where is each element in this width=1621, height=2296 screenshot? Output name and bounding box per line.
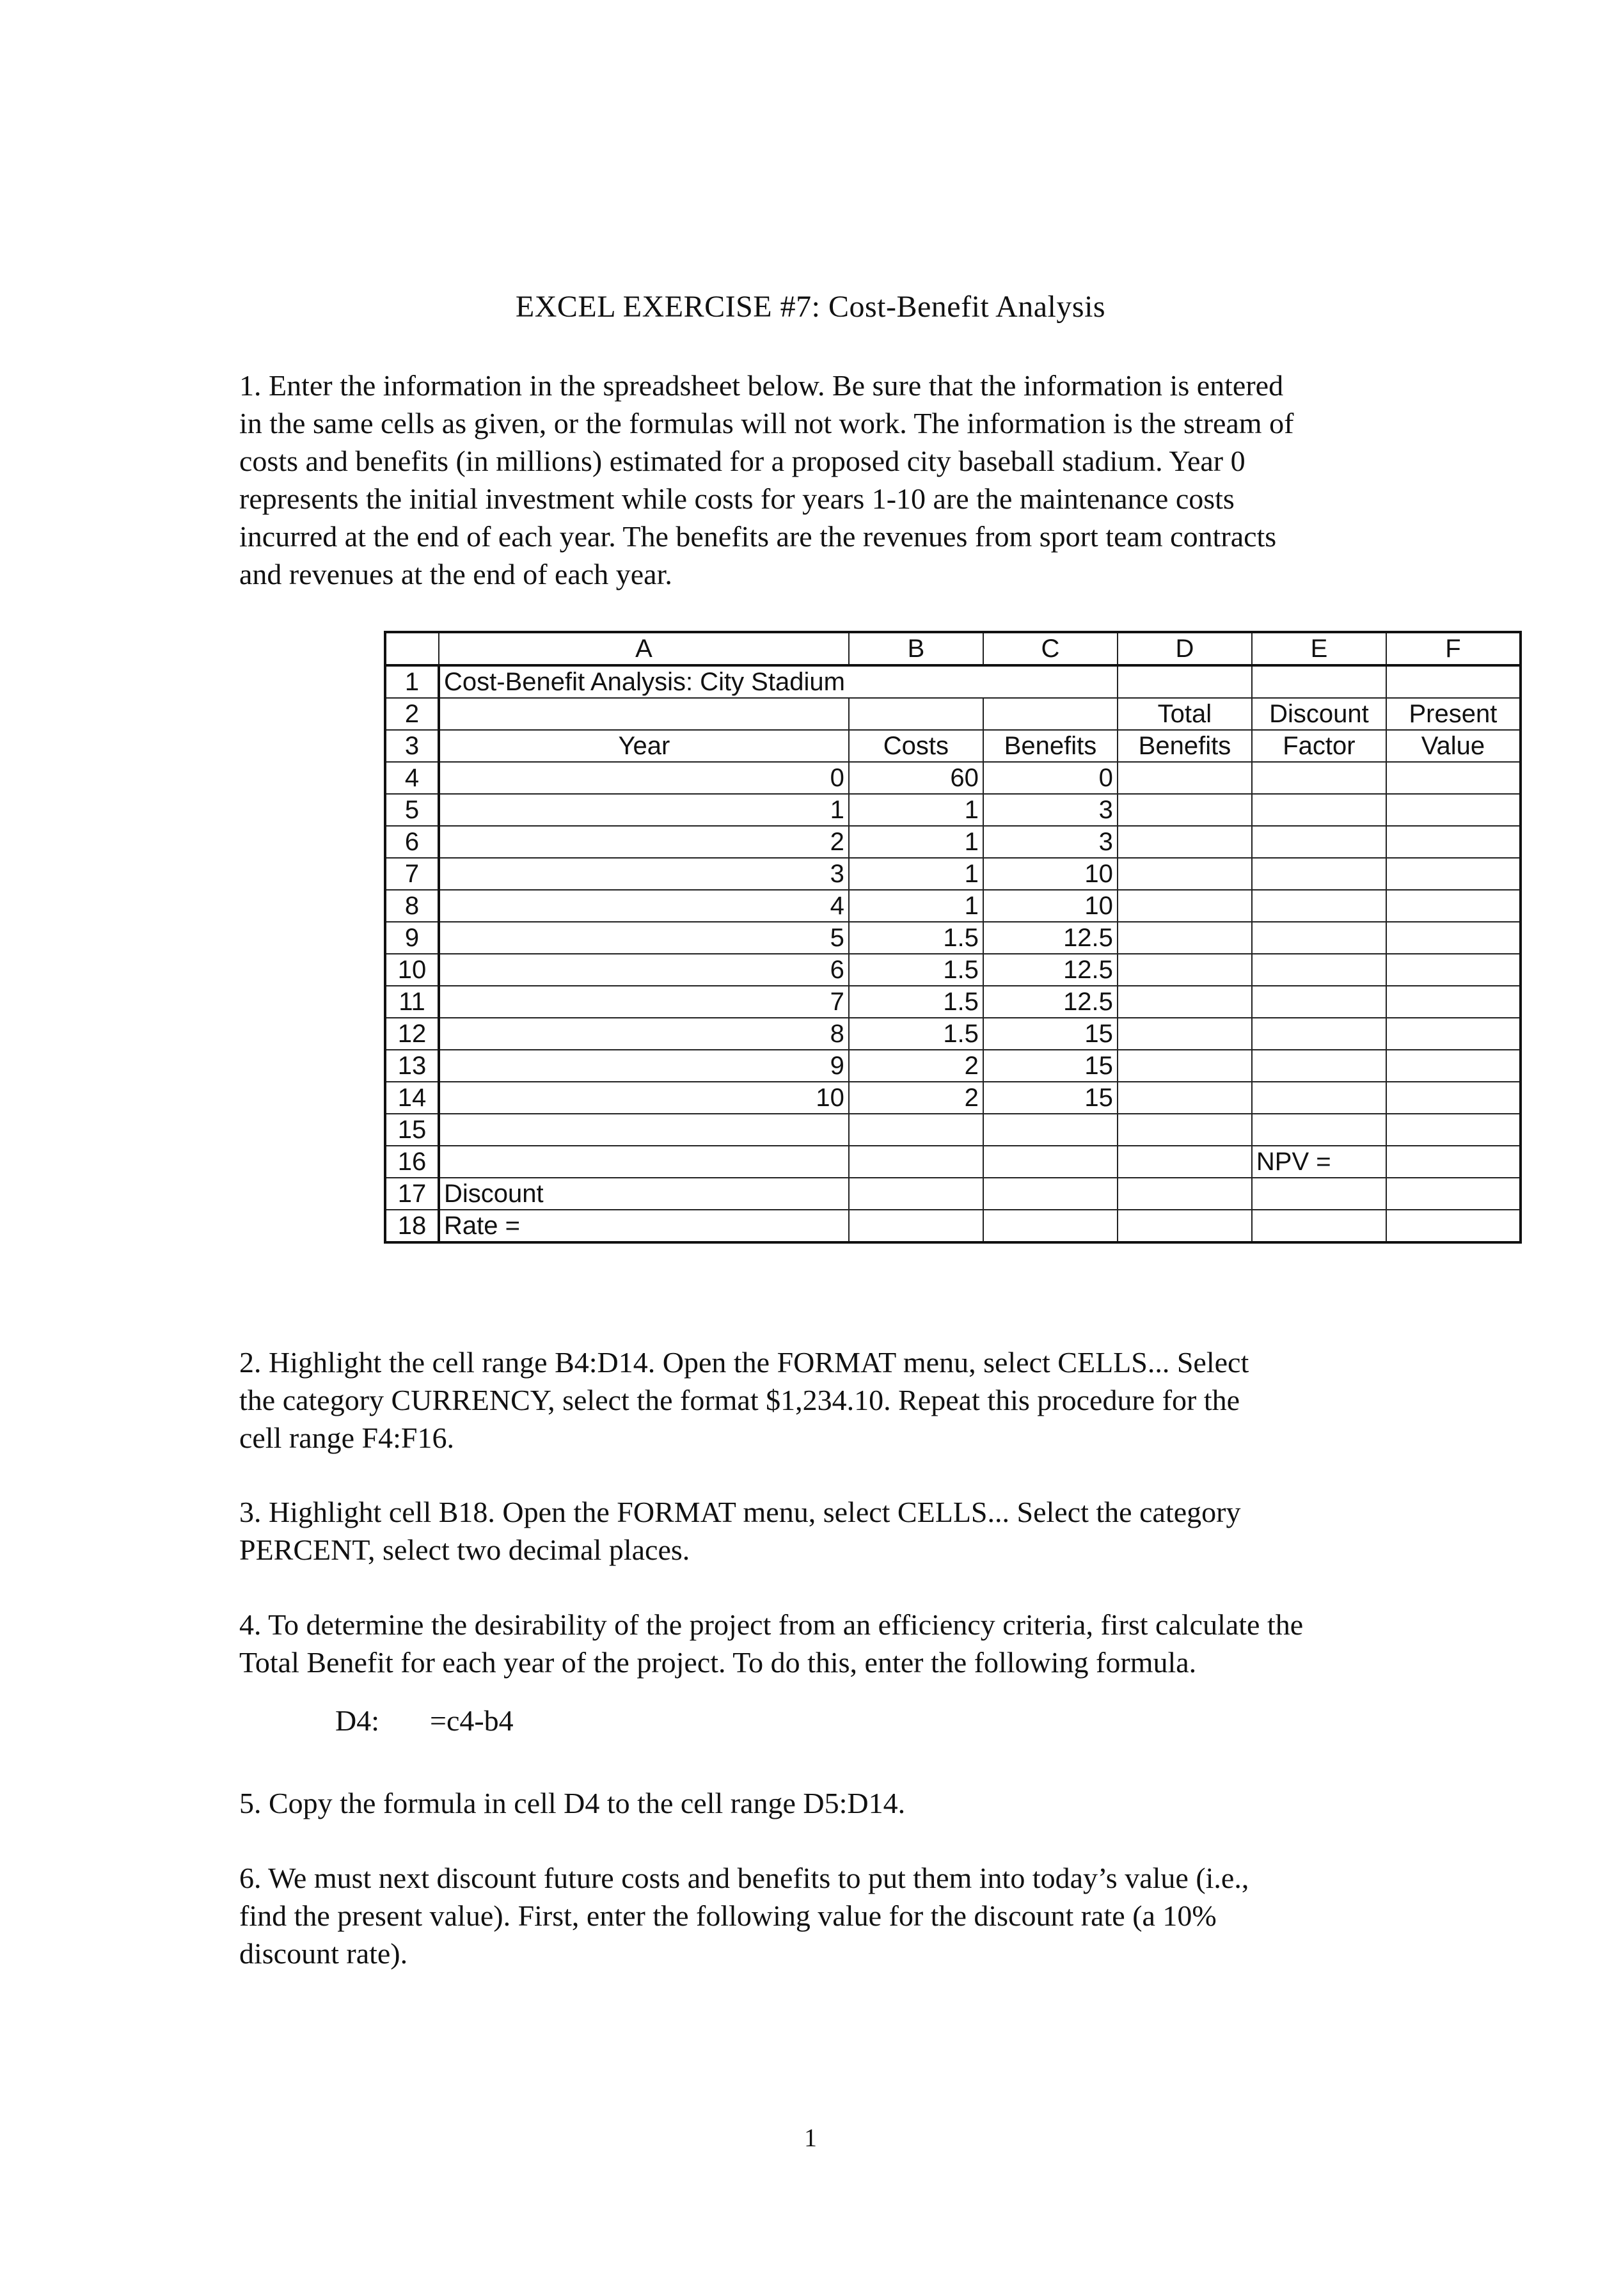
header-cell-present: Present bbox=[1386, 698, 1521, 730]
corner-cell bbox=[385, 632, 439, 665]
cell bbox=[1118, 1114, 1252, 1146]
sheet-row-13 bbox=[385, 1050, 1521, 1082]
paragraph-line: PERCENT, select two decimal places. bbox=[239, 1533, 690, 1566]
header-cell-factor: Factor bbox=[1252, 730, 1386, 762]
discount-factor-cell bbox=[1252, 986, 1386, 1018]
discount-factor-cell bbox=[1252, 1018, 1386, 1050]
year-cell: 3 bbox=[439, 858, 849, 890]
cost-cell: 1 bbox=[849, 794, 983, 826]
total-benefit-cell bbox=[1118, 954, 1252, 986]
sheet-row-5 bbox=[385, 794, 1521, 826]
cell bbox=[1252, 1114, 1386, 1146]
present-value-cell bbox=[1386, 762, 1521, 794]
present-value-cell bbox=[1386, 826, 1521, 858]
cell bbox=[983, 1146, 1118, 1178]
cell bbox=[983, 665, 1118, 698]
row-number: 18 bbox=[385, 1210, 439, 1242]
discount-factor-cell bbox=[1252, 954, 1386, 986]
total-benefit-cell bbox=[1118, 858, 1252, 890]
row-number: 9 bbox=[385, 922, 439, 954]
instruction-paragraph-2 bbox=[239, 1343, 1391, 1457]
benefit-cell: 15 bbox=[983, 1050, 1118, 1082]
year-cell: 1 bbox=[439, 794, 849, 826]
exercise-title: EXCEL EXERCISE #7: Cost-Benefit Analysis bbox=[515, 290, 1106, 324]
discount-label-cell: Discount bbox=[439, 1178, 849, 1210]
discount-factor-cell bbox=[1252, 762, 1386, 794]
column-header-b: B bbox=[849, 632, 983, 665]
benefit-cell: 3 bbox=[983, 794, 1118, 826]
total-benefit-cell bbox=[1118, 1050, 1252, 1082]
year-cell: 0 bbox=[439, 762, 849, 794]
row-number: 3 bbox=[385, 730, 439, 762]
cell bbox=[1386, 1114, 1521, 1146]
cell bbox=[983, 698, 1118, 730]
discount-factor-cell bbox=[1252, 1050, 1386, 1082]
discount-factor-cell bbox=[1252, 1082, 1386, 1114]
sheet-row-9 bbox=[385, 922, 1521, 954]
present-value-cell bbox=[1386, 890, 1521, 922]
npv-value-cell bbox=[1386, 1146, 1521, 1178]
year-cell: 5 bbox=[439, 922, 849, 954]
total-benefit-cell bbox=[1118, 794, 1252, 826]
paragraph-line: incurred at the end of each year. The benefits are the revenues from sport team contracts bbox=[239, 520, 1277, 553]
paragraph-line: 3. Highlight cell B18. Open the FORMAT menu, select CELLS... Select the category bbox=[239, 1496, 1241, 1528]
year-cell: 7 bbox=[439, 986, 849, 1018]
year-cell: 9 bbox=[439, 1050, 849, 1082]
row-number: 16 bbox=[385, 1146, 439, 1178]
present-value-cell bbox=[1386, 1018, 1521, 1050]
header-cell-value: Value bbox=[1386, 730, 1521, 762]
instruction-paragraph-5 bbox=[239, 1784, 1391, 1822]
sheet-row-10 bbox=[385, 954, 1521, 986]
sheet-row-11 bbox=[385, 986, 1521, 1018]
sheet-row-16 bbox=[385, 1146, 1521, 1178]
row-number: 6 bbox=[385, 826, 439, 858]
row-number: 11 bbox=[385, 986, 439, 1018]
cell bbox=[849, 698, 983, 730]
header-cell-total: Total bbox=[1118, 698, 1252, 730]
cell bbox=[983, 1114, 1118, 1146]
cost-cell: 1 bbox=[849, 890, 983, 922]
row-number: 13 bbox=[385, 1050, 439, 1082]
sheet-row-4 bbox=[385, 762, 1521, 794]
row-number: 4 bbox=[385, 762, 439, 794]
cost-cell: 1.5 bbox=[849, 986, 983, 1018]
npv-label-cell: NPV = bbox=[1252, 1146, 1386, 1178]
column-header-c: C bbox=[983, 632, 1118, 665]
rate-label-cell: Rate = bbox=[439, 1210, 849, 1242]
cell bbox=[1252, 1210, 1386, 1242]
present-value-cell bbox=[1386, 858, 1521, 890]
paragraph-line: cell range F4:F16. bbox=[239, 1421, 454, 1454]
header-cell-discount: Discount bbox=[1252, 698, 1386, 730]
benefit-cell: 15 bbox=[983, 1018, 1118, 1050]
benefit-cell: 3 bbox=[983, 826, 1118, 858]
formula-example bbox=[335, 1704, 514, 1738]
benefit-cell: 12.5 bbox=[983, 986, 1118, 1018]
benefit-cell: 0 bbox=[983, 762, 1118, 794]
paragraph-line: 1. Enter the information in the spreadsheet below. Be sure that the information is entered bbox=[239, 369, 1284, 402]
sheet-row-8 bbox=[385, 890, 1521, 922]
sheet-row-17 bbox=[385, 1178, 1521, 1210]
benefit-cell: 10 bbox=[983, 890, 1118, 922]
present-value-cell bbox=[1386, 794, 1521, 826]
formula-text: =c4-b4 bbox=[430, 1704, 514, 1737]
row-number: 15 bbox=[385, 1114, 439, 1146]
cost-cell: 2 bbox=[849, 1082, 983, 1114]
column-header-row bbox=[385, 632, 1521, 665]
cost-cell: 1.5 bbox=[849, 954, 983, 986]
row-number: 1 bbox=[385, 665, 439, 698]
sheet-row-14 bbox=[385, 1082, 1521, 1114]
benefit-cell: 10 bbox=[983, 858, 1118, 890]
page-number: 1 bbox=[804, 2123, 817, 2152]
total-benefit-cell bbox=[1118, 826, 1252, 858]
row-number: 14 bbox=[385, 1082, 439, 1114]
cost-cell: 60 bbox=[849, 762, 983, 794]
sheet-row-18 bbox=[385, 1210, 1521, 1242]
paragraph-line: 4. To determine the desirability of the project from an efficiency criteria, first calculate the bbox=[239, 1608, 1304, 1641]
cell bbox=[1252, 665, 1386, 698]
cell bbox=[439, 1114, 849, 1146]
instruction-paragraph-6 bbox=[239, 1859, 1391, 1972]
cell bbox=[1118, 1210, 1252, 1242]
sheet-row-15 bbox=[385, 1114, 1521, 1146]
instruction-paragraph-3 bbox=[239, 1493, 1391, 1569]
row-number: 5 bbox=[385, 794, 439, 826]
row-number: 17 bbox=[385, 1178, 439, 1210]
cell bbox=[849, 665, 983, 698]
cost-cell: 1 bbox=[849, 858, 983, 890]
paragraph-line: 2. Highlight the cell range B4:D14. Open the FORMAT menu, select CELLS... Select bbox=[239, 1346, 1249, 1379]
cell bbox=[849, 1146, 983, 1178]
cell bbox=[1252, 1178, 1386, 1210]
paragraph-line: Total Benefit for each year of the project. To do this, enter the following formula. bbox=[239, 1646, 1197, 1679]
discount-factor-cell bbox=[1252, 922, 1386, 954]
sheet-row-2 bbox=[385, 698, 1521, 730]
year-cell: 6 bbox=[439, 954, 849, 986]
cell bbox=[849, 1114, 983, 1146]
present-value-cell bbox=[1386, 954, 1521, 986]
year-cell: 8 bbox=[439, 1018, 849, 1050]
spreadsheet-table bbox=[384, 631, 1522, 1244]
cell bbox=[1118, 665, 1252, 698]
cost-cell: 2 bbox=[849, 1050, 983, 1082]
paragraph-line: find the present value). First, enter the following value for the discount rate (a 10% bbox=[239, 1899, 1217, 1932]
cell bbox=[1386, 665, 1521, 698]
discount-factor-cell bbox=[1252, 890, 1386, 922]
instruction-paragraph-4 bbox=[239, 1606, 1391, 1681]
cell bbox=[1386, 1178, 1521, 1210]
cost-cell: 1.5 bbox=[849, 922, 983, 954]
sheet-row-3 bbox=[385, 730, 1521, 762]
cell bbox=[983, 1178, 1118, 1210]
present-value-cell bbox=[1386, 1082, 1521, 1114]
formula-cell-ref: D4: bbox=[335, 1704, 379, 1737]
title-cell: Cost-Benefit Analysis: City Stadium bbox=[439, 665, 849, 698]
row-number: 8 bbox=[385, 890, 439, 922]
cell bbox=[1386, 1210, 1521, 1242]
row-number: 7 bbox=[385, 858, 439, 890]
instruction-paragraph-1 bbox=[239, 367, 1391, 593]
header-cell-year: Year bbox=[439, 730, 849, 762]
paragraph-line: the category CURRENCY, select the format $1,234.10. Repeat this procedure for the bbox=[239, 1384, 1240, 1416]
discount-factor-cell bbox=[1252, 826, 1386, 858]
cell bbox=[1118, 1146, 1252, 1178]
benefit-cell: 15 bbox=[983, 1082, 1118, 1114]
total-benefit-cell bbox=[1118, 1018, 1252, 1050]
discount-rate-cell bbox=[849, 1210, 983, 1242]
column-header-d: D bbox=[1118, 632, 1252, 665]
year-cell: 2 bbox=[439, 826, 849, 858]
paragraph-line: in the same cells as given, or the formulas will not work. The information is the stream of bbox=[239, 407, 1294, 439]
year-cell: 10 bbox=[439, 1082, 849, 1114]
benefit-cell: 12.5 bbox=[983, 954, 1118, 986]
discount-factor-cell bbox=[1252, 794, 1386, 826]
present-value-cell bbox=[1386, 1050, 1521, 1082]
paragraph-line: represents the initial investment while costs for years 1-10 are the maintenance costs bbox=[239, 482, 1235, 515]
present-value-cell bbox=[1386, 986, 1521, 1018]
header-cell-benefits: Benefits bbox=[983, 730, 1118, 762]
header-cell-costs: Costs bbox=[849, 730, 983, 762]
paragraph-line: and revenues at the end of each year. bbox=[239, 558, 672, 590]
column-header-e: E bbox=[1252, 632, 1386, 665]
row-number: 10 bbox=[385, 954, 439, 986]
paragraph-line: 5. Copy the formula in cell D4 to the cell range D5:D14. bbox=[239, 1787, 906, 1819]
total-benefit-cell bbox=[1118, 890, 1252, 922]
column-header-f: F bbox=[1386, 632, 1521, 665]
paragraph-line: 6. We must next discount future costs and benefits to put them into today’s value (i.e., bbox=[239, 1862, 1249, 1894]
cost-cell: 1.5 bbox=[849, 1018, 983, 1050]
cost-cell: 1 bbox=[849, 826, 983, 858]
cell bbox=[439, 698, 849, 730]
cell bbox=[983, 1210, 1118, 1242]
total-benefit-cell bbox=[1118, 922, 1252, 954]
row-number: 2 bbox=[385, 698, 439, 730]
total-benefit-cell bbox=[1118, 762, 1252, 794]
year-cell: 4 bbox=[439, 890, 849, 922]
cell bbox=[439, 1146, 849, 1178]
sheet-row-12 bbox=[385, 1018, 1521, 1050]
total-benefit-cell bbox=[1118, 1082, 1252, 1114]
benefit-cell: 12.5 bbox=[983, 922, 1118, 954]
paragraph-line: costs and benefits (in millions) estimated for a proposed city baseball stadium. Year 0 bbox=[239, 445, 1245, 477]
present-value-cell bbox=[1386, 922, 1521, 954]
sheet-row-1 bbox=[385, 665, 1521, 698]
discount-factor-cell bbox=[1252, 858, 1386, 890]
column-header-a: A bbox=[439, 632, 849, 665]
cell bbox=[1118, 1178, 1252, 1210]
paragraph-line: discount rate). bbox=[239, 1937, 408, 1970]
row-number: 12 bbox=[385, 1018, 439, 1050]
total-benefit-cell bbox=[1118, 986, 1252, 1018]
sheet-row-7 bbox=[385, 858, 1521, 890]
header-cell-total-benefits: Benefits bbox=[1118, 730, 1252, 762]
cell bbox=[849, 1178, 983, 1210]
sheet-row-6 bbox=[385, 826, 1521, 858]
